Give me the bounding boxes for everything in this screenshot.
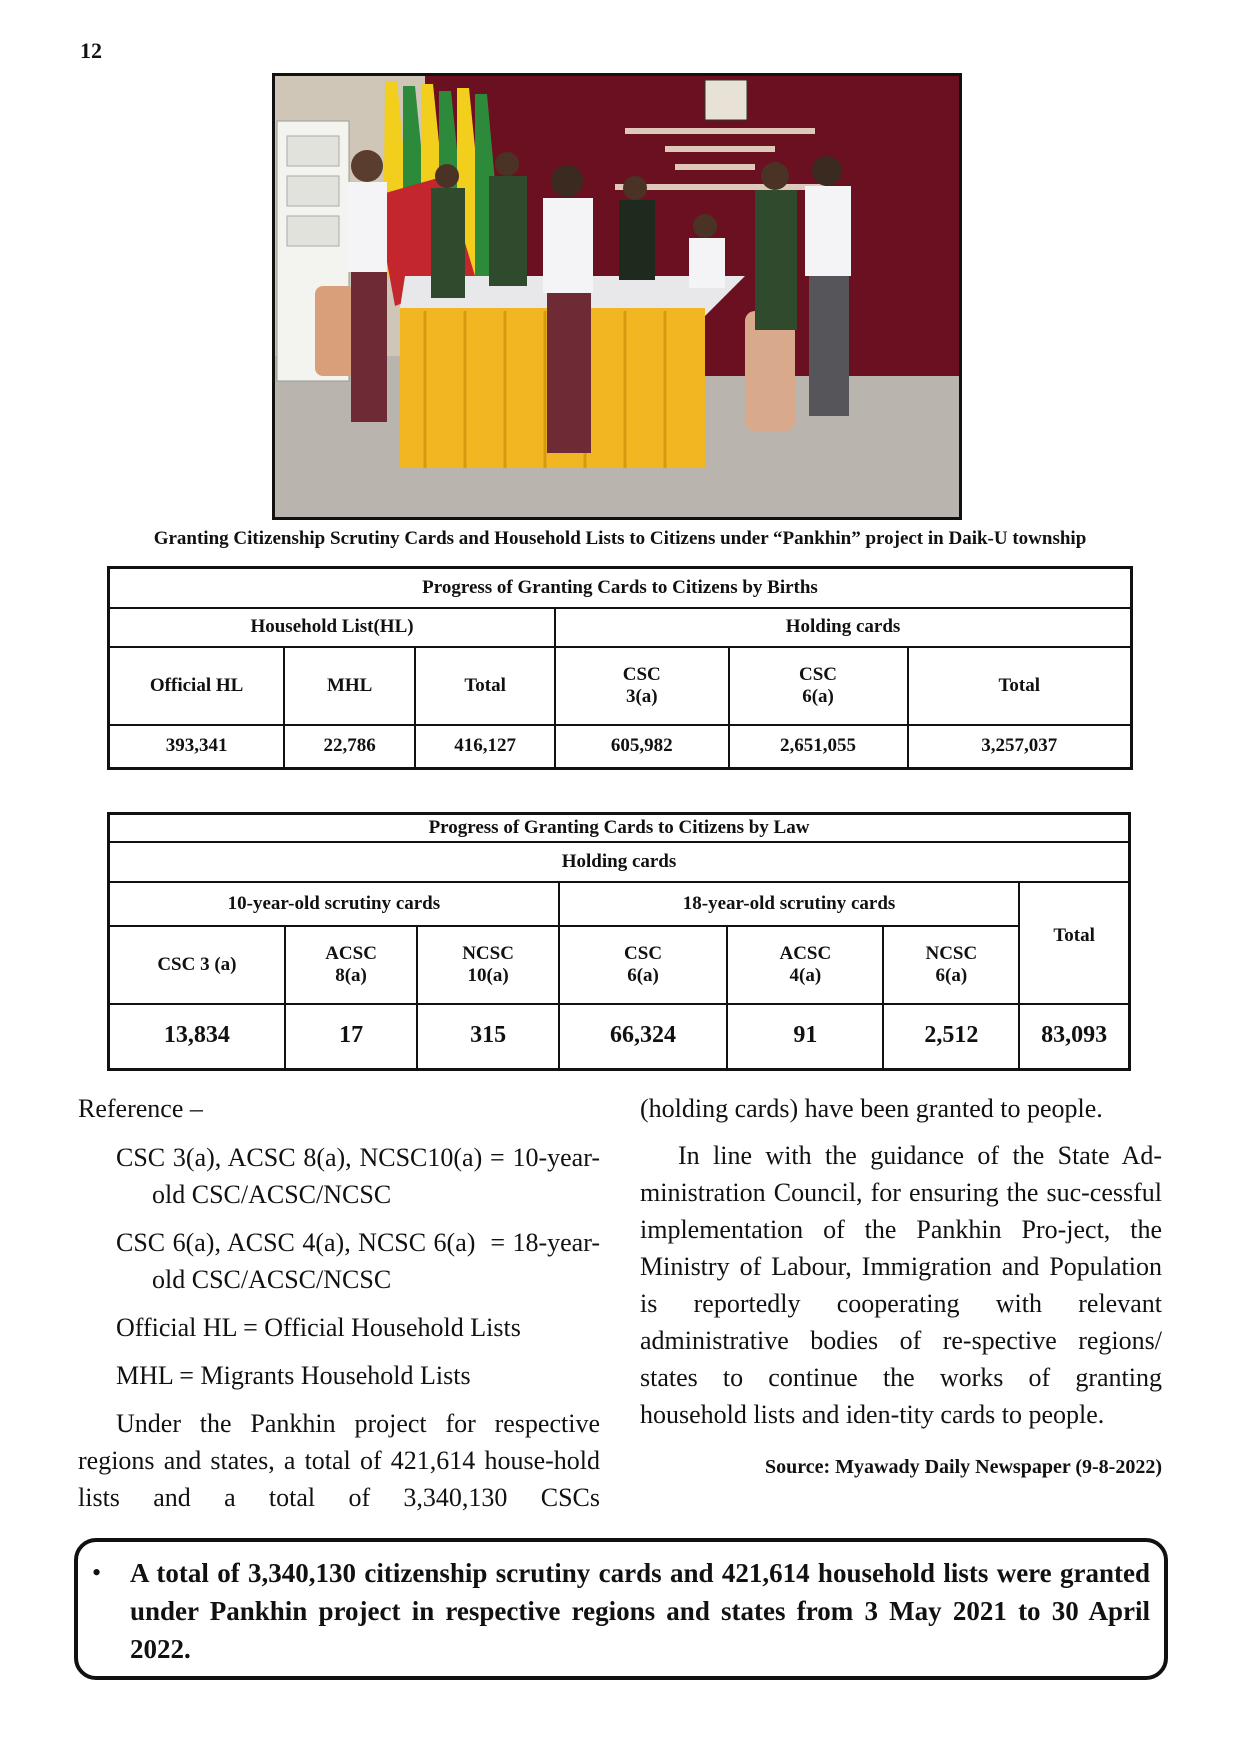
column-header: CSC 6(a) xyxy=(559,926,727,1004)
column-header: NCSC 6(a) xyxy=(883,926,1019,1004)
right-text-column xyxy=(640,1090,1162,1486)
table-cell: 315 xyxy=(417,1004,559,1070)
table-cell-total: 83,093 xyxy=(1019,1004,1129,1070)
table-cell: 393,341 xyxy=(109,725,285,769)
column-header: Total xyxy=(908,647,1132,725)
holding-cards-group-header: Holding cards xyxy=(555,608,1131,647)
table-cell: 2,512 xyxy=(883,1004,1019,1070)
births-table xyxy=(107,566,1133,770)
column-header: MHL xyxy=(284,647,415,725)
event-photo-illustration xyxy=(275,76,959,517)
eighteen-year-group-header: 18-year-old scrutiny cards xyxy=(559,882,1019,926)
summary-highlight-box xyxy=(74,1538,1168,1680)
page-number: 12 xyxy=(80,38,102,63)
photo-caption: Granting Citizenship Scrutiny Cards and Household Lists to Citizens under “Pankhin” project in Daik-U township xyxy=(153,528,1087,549)
table-cell: 416,127 xyxy=(415,725,555,769)
column-header: NCSC 10(a) xyxy=(417,926,559,1004)
column-header: Total xyxy=(415,647,555,725)
reference-item: CSC 6(a), ACSC 4(a), NCSC 6(a) = 18-year-old CSC/ACSC/NCSC xyxy=(116,1228,600,1294)
law-table-title: Progress of Granting Cards to Citizens by Law xyxy=(109,814,1130,842)
column-header: ACSC 4(a) xyxy=(727,926,883,1004)
summary-text: A total of 3,340,130 citizenship scrutiny cards and 421,614 household lists were granted under Pankhin project in respective regions and states from 3 May 2021 to 30 April 2022. xyxy=(130,1558,1150,1664)
household-list-group-header: Household List(HL) xyxy=(109,608,556,647)
paragraph-ministry-cooperation: In line with the guidance of the State Ad-ministration Council, for ensuring the suc-cessful implementation of the Pankhin Pro-ject, the Ministry of Labour, Immigration and Population is reportedly cooperating with relevant administrative bodies of re-spective regions/ states to continue the works of granting household lists and iden-tity cards to people. xyxy=(640,1141,1162,1429)
reference-item: Official HL = Official Household Lists xyxy=(116,1313,521,1342)
column-header: CSC 3(a) xyxy=(555,647,728,725)
table-cell: 2,651,055 xyxy=(729,725,908,769)
law-table xyxy=(107,812,1131,1071)
births-table-title: Progress of Granting Cards to Citizens by Births xyxy=(109,568,1132,608)
law-table-subtitle: Holding cards xyxy=(109,842,1130,882)
column-header: CSC 3 (a) xyxy=(109,926,285,1004)
column-header: Official HL xyxy=(109,647,285,725)
column-header: ACSC 8(a) xyxy=(285,926,418,1004)
table-cell: 91 xyxy=(727,1004,883,1070)
bullet-icon: • xyxy=(92,1558,102,1587)
table-cell: 22,786 xyxy=(284,725,415,769)
ten-year-group-header: 10-year-old scrutiny cards xyxy=(109,882,559,926)
table-cell: 66,324 xyxy=(559,1004,727,1070)
reference-heading: Reference – xyxy=(78,1094,203,1123)
source-citation: Source: Myawady Daily Newspaper (9-8-2022) xyxy=(764,1456,1162,1478)
table-cell: 3,257,037 xyxy=(908,725,1132,769)
table-cell: 605,982 xyxy=(555,725,728,769)
reference-item: CSC 3(a), ACSC 8(a), NCSC10(a) = 10-year-old CSC/ACSC/NCSC xyxy=(116,1143,600,1209)
reference-item: MHL = Migrants Household Lists xyxy=(116,1361,471,1390)
table-cell: 17 xyxy=(285,1004,418,1070)
event-photo xyxy=(272,73,962,520)
column-header: CSC 6(a) xyxy=(729,647,908,725)
paragraph-pankhin-totals: Under the Pankhin project for respective regions and states, a total of 421,614 house-hold lists and a total of 3,340,130 CSCs xyxy=(78,1409,600,1512)
total-header: Total xyxy=(1019,882,1129,1004)
table-cell: 13,834 xyxy=(109,1004,285,1070)
paragraph-continuation: (holding cards) have been granted to people. xyxy=(640,1094,1103,1123)
left-text-column xyxy=(78,1090,600,1516)
